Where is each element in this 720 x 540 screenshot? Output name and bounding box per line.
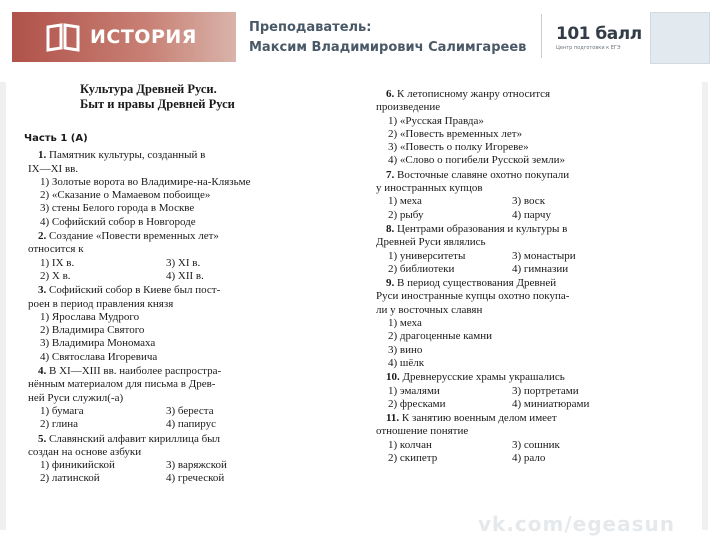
answer-option: 3) стены Белого города в Москве <box>40 202 195 215</box>
question-text-line: ней Руси служил(-а) <box>28 391 124 404</box>
question-text-line: К летописному жанру относится <box>397 88 551 100</box>
question-text-line: относится к <box>28 243 84 256</box>
question <box>376 412 644 465</box>
question <box>376 371 644 411</box>
answer-option: 3) «Повесть о полку Игореве» <box>388 141 529 154</box>
question-text <box>376 236 644 249</box>
answer-option: 4) парчу <box>512 208 551 221</box>
watermark: vk.com/egeasun <box>478 512 675 536</box>
question-text-line: Древней Руси являлись <box>376 236 486 249</box>
question-number: 3. <box>38 284 47 297</box>
document-title-line: Быт и нравы Древней Руси <box>80 97 235 111</box>
question-text <box>28 243 308 256</box>
question-text-line: Софийский собор в Киеве был пост- <box>49 284 221 297</box>
right-question-list <box>376 88 644 465</box>
answer-option: 4) греческой <box>166 472 225 485</box>
answer-option: 3) XI в. <box>166 256 201 269</box>
answer-row <box>28 459 308 472</box>
right-column <box>376 88 644 466</box>
answer-option: 4) папирус <box>166 418 217 431</box>
question <box>28 433 308 486</box>
answer-option: 3) Владимира Мономаха <box>40 337 156 350</box>
question-text <box>28 365 308 378</box>
answer-option: 2) драгоценные камни <box>388 330 492 343</box>
question-text-line: Памятник культуры, созданный в <box>49 149 206 162</box>
question-text-line: роен в период правления князя <box>28 297 174 310</box>
section-heading: Часть 1 (А) <box>24 133 88 144</box>
question-text-line: у иностранных купцов <box>376 182 483 195</box>
question <box>376 277 644 370</box>
subject-title: ИСТОРИЯ <box>90 26 197 48</box>
answer-option: 3) монастыри <box>512 249 576 262</box>
answer-option: 3) портретами <box>512 384 579 397</box>
question-text <box>376 169 644 182</box>
answer-row <box>28 270 308 283</box>
question <box>376 169 644 222</box>
answer-option: 4) гимназии <box>512 262 569 275</box>
answer-option: 4) XII в. <box>166 269 204 282</box>
question-text <box>28 149 308 162</box>
question-text <box>28 284 308 297</box>
question-text <box>28 446 308 459</box>
answer-option: 2) Владимира Святого <box>40 324 145 337</box>
question-text <box>28 378 308 391</box>
question <box>376 223 644 276</box>
book-icon <box>46 22 80 52</box>
question-number: 6. <box>386 88 395 100</box>
answer-option: 4) шёлк <box>388 356 425 369</box>
answer-option: 2) глина <box>40 418 79 431</box>
answer-option: 4) Софийский собор в Новгороде <box>40 215 196 228</box>
question <box>28 149 308 229</box>
question-text-line: создан на основе азбуки <box>28 445 142 458</box>
question-text-line: Восточные славяне охотно покупали <box>397 168 570 181</box>
question-text <box>376 412 644 425</box>
answer-option: 2) рыбу <box>388 208 424 221</box>
question-number: 4. <box>38 365 47 378</box>
answer-row <box>376 250 644 263</box>
question-text <box>376 88 644 101</box>
left-question-list <box>28 149 308 485</box>
question-text-line: Центрами образования и культуры в <box>397 222 568 235</box>
question-number: 8. <box>386 222 395 235</box>
question-text <box>28 230 308 243</box>
answer-option: 1) бумага <box>40 404 84 417</box>
question-text <box>28 163 308 176</box>
question <box>28 230 308 283</box>
question-number: 5. <box>38 432 47 445</box>
question-text <box>28 392 308 405</box>
answer-option: 4) рало <box>512 452 546 465</box>
brand-banner <box>12 12 236 62</box>
document-title-line: Культура Древней Руси. <box>80 82 217 96</box>
answer-option: 1) IX в. <box>40 256 75 269</box>
question-text-line: В XI—XIII вв. наиболее распростра- <box>49 365 222 378</box>
answer-option: 3) воск <box>512 195 546 208</box>
logo <box>556 24 642 51</box>
left-column <box>24 82 308 487</box>
question-text <box>376 223 644 236</box>
teacher-info <box>249 18 526 58</box>
question-text <box>376 101 644 114</box>
document-title <box>28 82 308 112</box>
answer-row <box>376 209 644 222</box>
answer-option: 3) вино <box>388 343 423 356</box>
question-number: 7. <box>386 168 395 181</box>
question-text <box>376 304 644 317</box>
answer-row <box>28 418 308 431</box>
question-text-line: Древнерусские храмы украшались <box>402 371 565 384</box>
question-text-line: отношение понятие <box>376 425 469 438</box>
answer-option: 1) университеты <box>388 249 466 262</box>
answer-option: 2) «Повесть временных лет» <box>388 127 523 140</box>
answer-row <box>376 398 644 411</box>
teacher-name: Максим Владимирович Салимгареев <box>249 40 527 55</box>
answer-option: 1) финикийской <box>40 459 115 472</box>
corner-decoration <box>650 12 710 64</box>
answer-option: 1) Золотые ворота во Владимире-на-Клязьме <box>40 175 251 188</box>
answer-option: 2) библиотеки <box>388 262 455 275</box>
question-text-line: IX—XI вв. <box>28 162 79 175</box>
question-text <box>376 371 644 384</box>
header-divider <box>541 14 542 58</box>
question-text <box>376 290 644 303</box>
answer-option: 1) «Русская Правда» <box>388 114 484 127</box>
question-text <box>28 298 308 311</box>
answer-option: 1) меха <box>388 317 422 330</box>
logo-subtitle: Центр подготовки к ЕГЭ <box>556 45 621 51</box>
answer-option: 2) фресками <box>388 397 446 410</box>
answer-option: 2) X в. <box>40 269 71 282</box>
teacher-label: Преподаватель: <box>249 20 372 35</box>
question-text-line: Славянский алфавит кириллица был <box>49 432 221 445</box>
answer-option: 3) сошник <box>512 438 560 451</box>
answer-row <box>28 405 308 418</box>
answer-option: 1) колчан <box>388 438 432 451</box>
left-decor-stripe <box>0 82 6 530</box>
answer-row <box>28 257 308 270</box>
question-number: 11. <box>386 412 400 425</box>
answer-option: 3) варяжской <box>166 459 227 472</box>
answer-row <box>376 385 644 398</box>
question-number: 10. <box>386 371 400 384</box>
question-text <box>28 433 308 446</box>
answer-option: 1) эмалями <box>388 384 440 397</box>
question <box>28 365 308 431</box>
question-text <box>376 425 644 438</box>
question-text-line: ли у восточных славян <box>376 303 483 316</box>
question-number: 1. <box>38 149 47 162</box>
question-text-line: Руси иностранные купцы охотно покупа- <box>376 290 570 303</box>
answer-option: 2) скипетр <box>388 452 438 465</box>
answer-row <box>376 439 644 452</box>
answer-option: 4) миниатюрами <box>512 397 590 410</box>
answer-option: 2) «Сказание о Мамаевом побоище» <box>40 189 211 202</box>
question-text-line: К занятию военным делом имеет <box>401 412 557 425</box>
right-decor-stripe <box>702 82 708 530</box>
answer-option: 4) Святослава Игоревича <box>40 350 158 363</box>
question-number: 2. <box>38 230 47 243</box>
answer-row <box>376 452 644 465</box>
question-text-line: Создание «Повести временных лет» <box>49 230 219 243</box>
question <box>28 284 308 364</box>
question-text-line: нённым материалом для письма в Древ- <box>28 378 216 391</box>
question <box>376 88 644 168</box>
logo-text: 101 балл <box>556 24 642 44</box>
header <box>0 0 720 72</box>
answer-row <box>28 472 308 485</box>
answer-option: 1) Ярослава Мудрого <box>40 310 140 323</box>
answer-option: 1) меха <box>388 195 422 208</box>
answer-option: 4) «Слово о погибели Русской земли» <box>388 154 565 167</box>
question-number: 9. <box>386 277 395 290</box>
question-text <box>376 182 644 195</box>
answer-row <box>376 263 644 276</box>
question-text-line: произведение <box>376 101 441 114</box>
answer-option: 3) береста <box>166 404 214 417</box>
answer-row <box>376 195 644 208</box>
question-text <box>376 277 644 290</box>
answer-option: 2) латинской <box>40 472 100 485</box>
question-text-line: В период существования Древней <box>397 277 557 290</box>
